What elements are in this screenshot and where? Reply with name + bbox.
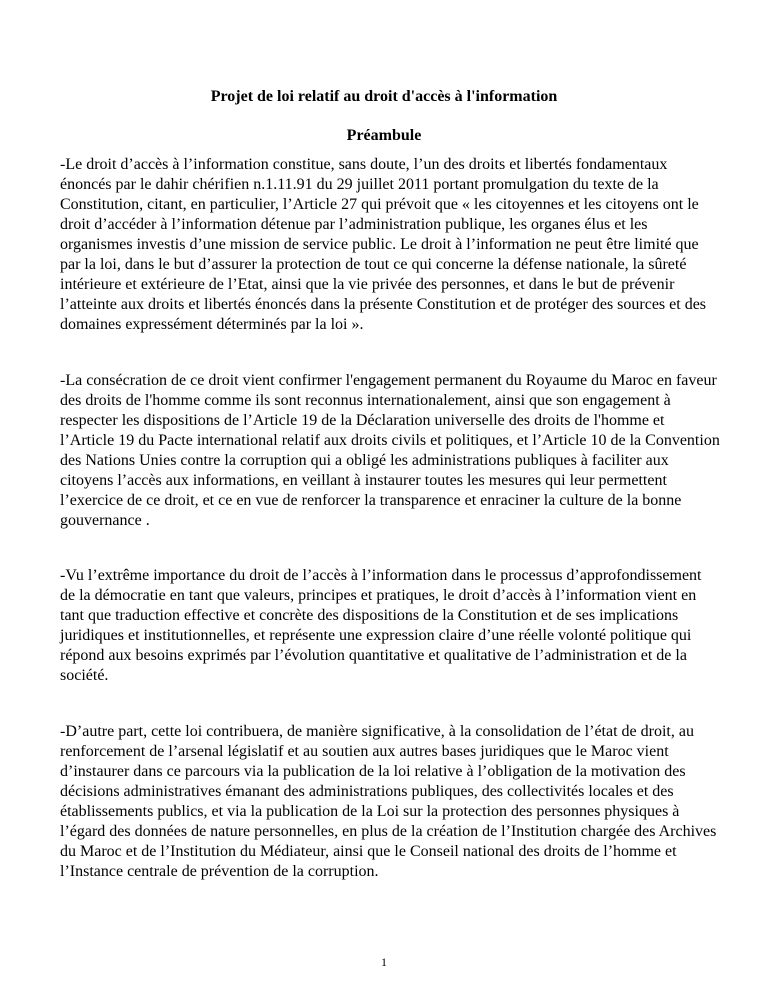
preamble-paragraph-2: -La consécration de ce droit vient confirmer l'engagement permanent du Royaume du Maroc en faveur des droits de l'homme comme ils sont reconnus internationalement, ainsi que son engagement à respecter les dispositions de l’Article 19 de la Déclaration universelle des droits de l'homme et l’Article 19 du Pacte international relatif aux droits civils et politiques, et l’Article 10 de la Convention des Nations Unies contre la corruption qui a obligé les administrations publiques à faciliter aux citoyens l’accès aux informations, en veillant à instaurer toutes les mesures qui leur permettent l’exercice de ce droit, et ce en vue de renforcer la transparence et enraciner la culture de la bonne gouvernance .: [60, 372, 720, 529]
document-title: Projet de loi relatif au droit d'accès à l'information: [210, 88, 558, 105]
preamble-paragraph-1: -Le droit d’accès à l’information constitue, sans doute, l’un des droits et libertés fondamentaux énoncés par le dahir chérifien n.1.11.91 du 29 juillet 2011 portant promulgation du texte de la Constitution, citant, en particulier, l’Article 27 qui prévoit que « les citoyennes et les citoyens ont le droit d’accéder à l’information détenue par l’administration publique, les organes élus et les organismes investis d’une mission de service public. Le droit à l’information ne peut être limité que par la loi, dans le but d’assurer la protection de tout ce qui concerne la défense nationale, la sûreté intérieure et extérieure de l’Etat, ainsi que la vie privée des personnes, et dans le but de prévenir l’atteinte aux droits et libertés énoncés dans la présente Constitution et de protéger des sources et des domaines expressément déterminés par la loi ».: [60, 156, 707, 333]
preamble-paragraph-3: -Vu l’extrême importance du droit de l’accès à l’information dans le processus d’approfondissement de la démocratie en tant que valeurs, principes et pratiques, le droit d’accès à l’information vient en tant que traduction effective et concrète des dispositions de la Constitution et de ses implications juridiques et institutionnelles, et représente une expression claire d’une réelle volonté politique qui répond aux besoins exprimés par l’évolution quantitative et qualitative de l’administration et de la société.: [60, 567, 702, 684]
preamble-heading: Préambule: [346, 127, 422, 144]
page-number: 1: [381, 955, 387, 969]
preamble-paragraph-4: -D’autre part, cette loi contribuera, de manière significative, à la consolidation de l’état de droit, au renforcement de l’arsenal législatif et au soutien aux autres bases juridiques que le Maroc vient d’instaurer dans ce parcours via la publication de la loi relative à l’obligation de la motivation des décisions administratives émanant des administrations publiques, des collectivités locales et des établissements publics, et via la publication de la Loi sur la protection des personnes physiques à l’égard des données de nature personnelles, en plus de la création de l’Institution chargée des Archives du Maroc et de l’Institution du Médiateur, ainsi que le Conseil national des droits de l’homme et l’Instance centrale de prévention de la corruption.: [60, 723, 717, 880]
